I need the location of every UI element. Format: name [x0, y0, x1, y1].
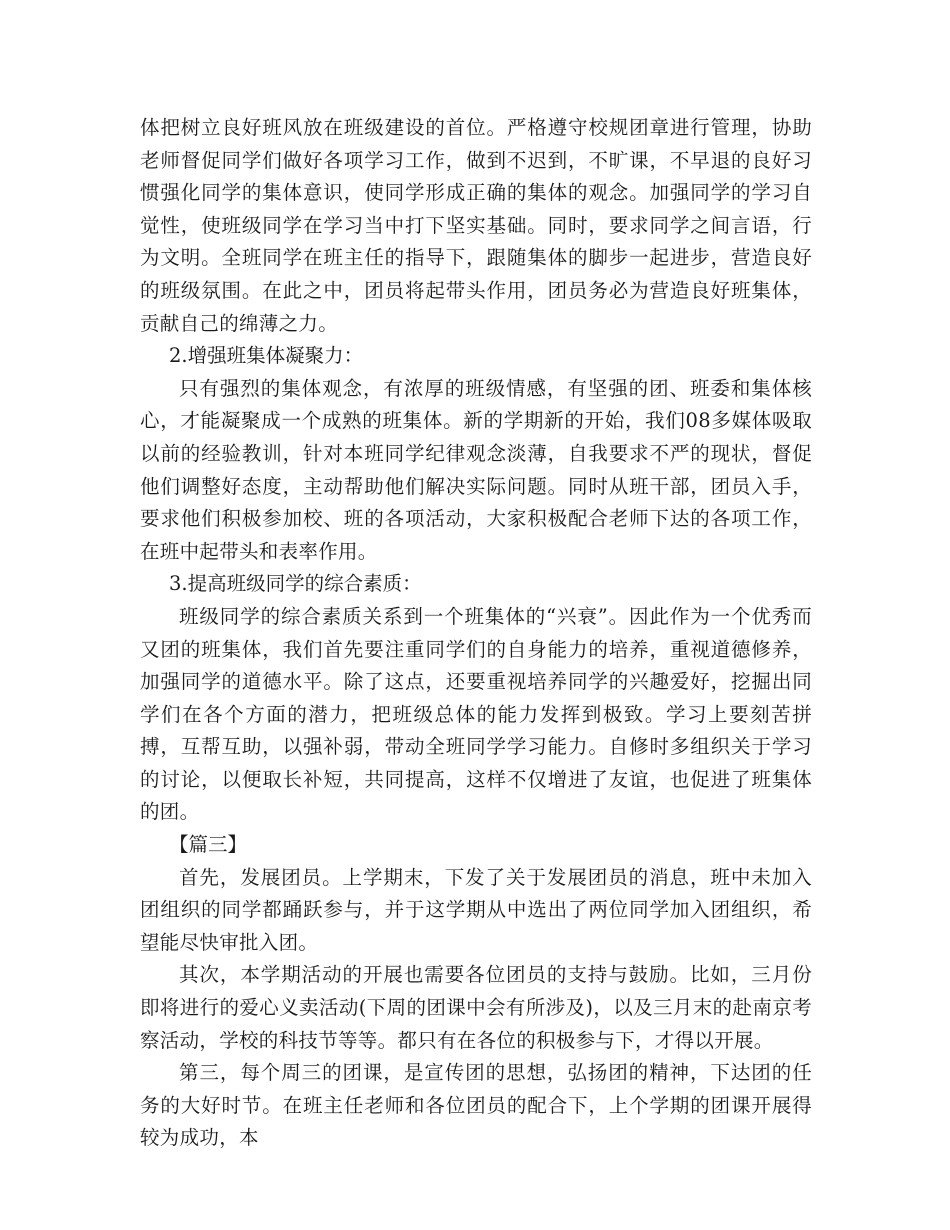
paragraph-cohesion: 只有强烈的集体观念，有浓厚的班级情感，有坚强的团、班委和集体核心，才能凝聚成一个成熟的班集体。新的学期新的开始，我们08多媒体吸取以前的经验教训，针对本班同学纪律观念淡薄，自我要求不严的现状，督促他们调整好态度，主动帮助他们解决实际问题。同时从班干部，团员入手，要求他们积极参加校、班的各项活动，大家积极配合老师下达的各项工作，在班中起带头和表率作用。	[140, 376, 812, 563]
paragraph-quality: 班级同学的综合素质关系到一个班集体的“兴衰”。因此作为一个优秀而又团的班集体，我们首先要注重同学们的自身能力的培养，重视道德修养，加强同学的道德水平。除了这点，还要重视培养同学的兴趣爱好，挖掘出同学们在各个方面的潜力，把班级总体的能力发挥到极致。学习上要刻苦拼搏，互帮互助，以强补弱，带动全班同学学习能力。自修时多组织关于学习的讨论，以便取长补短，共同提高，这样不仅增进了友谊，也促进了班集体的团。	[140, 604, 812, 824]
paragraph-third: 第三，每个周三的团课，是宣传团的思想，弘扬团的精神，下达团的任务的大好时节。在班主任老师和各位团员的配合下，上个学期的团课开展得较为成功，本	[140, 1061, 812, 1150]
section-heading-cohesion: 2.增强班集体凝聚力：	[169, 344, 364, 368]
paragraph-first: 首先，发展团员。上学期末，下发了关于发展团员的消息，班中未加入团组织的同学都踊跃参与，并于这学期从中选出了两位同学加入团组织，希望能尽快审批入团。	[140, 865, 812, 954]
paragraph-second: 其次，本学期活动的开展也需要各位团员的支持与鼓励。比如，三月份即将进行的爱心义卖活动(下周的团课中会有所涉及)，以及三月末的赴南京考察活动，学校的科技节等等。都只有在各位的积极参与下，才得以开展。	[140, 963, 812, 1052]
document-page	[140, 112, 812, 1155]
chapter-heading-part-three: 【篇三】	[169, 833, 248, 857]
paragraph-continuation: 体把树立良好班风放在班级建设的首位。严格遵守校规团章进行管理，协助老师督促同学们做好各项学习工作，做到不迟到，不旷课，不早退的良好习惯强化同学的集体意识，使同学形成正确的集体的观念。加强同学的学习自觉性，使班级同学在学习当中打下坚实基础。同时，要求同学之间言语，行为文明。全班同学在班主任的指导下，跟随集体的脚步一起进步，营造良好的班级氛围。在此之中，团员将起带头作用，团员务必为营造良好班集体，贡献自己的绵薄之力。	[140, 116, 812, 335]
section-heading-quality: 3.提高班级同学的综合素质：	[169, 572, 422, 596]
